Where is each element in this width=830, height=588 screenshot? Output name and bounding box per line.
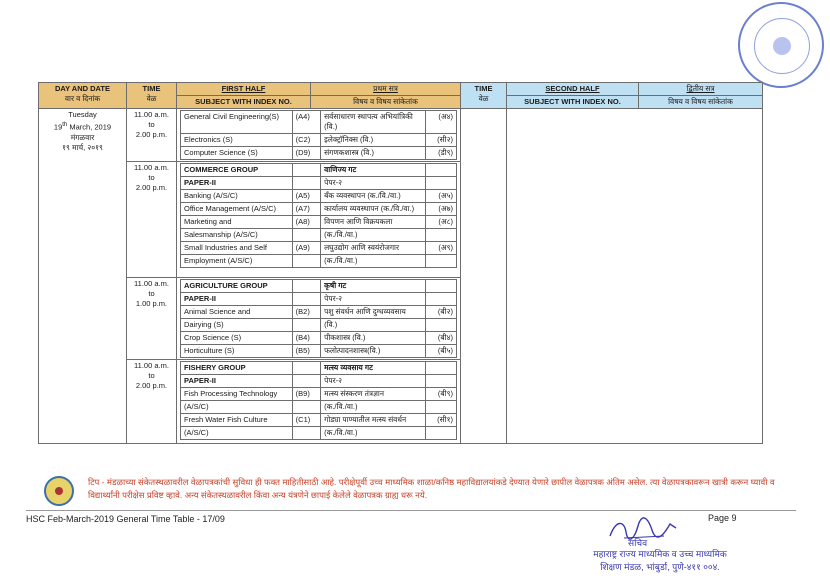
paper-label-mr: पेपर-२ (321, 293, 426, 306)
header-subject-2-mr: विषय व विषय सांकेतांक (639, 96, 763, 109)
header-first-half: FIRST HALF (177, 83, 311, 96)
group-title-mr: मत्स्य व्यवसाय गट (321, 362, 426, 375)
subject-row: Banking (A/S/C) (A5) बँक व्यवस्थापन (क./वि./वा.) (अ५) (181, 190, 457, 203)
paper-label-mr: पेपर-२ (321, 375, 426, 388)
subject-row: Dairying (S) (वि.) (181, 319, 457, 332)
paper-label: PAPER-II (181, 177, 293, 190)
signatory-designation: सचिव (628, 538, 648, 548)
group-title: COMMERCE GROUP (181, 164, 293, 177)
time-cell: 11.00 a.m. to 2.00 p.m. (127, 109, 177, 162)
footer-divider (26, 510, 796, 511)
header-second-half: SECOND HALF (507, 83, 639, 96)
group-title: AGRICULTURE GROUP (181, 280, 293, 293)
subject-cell (177, 109, 461, 162)
time-cell: 11.00 a.m. to 2.00 p.m. (127, 360, 177, 444)
time-cell: 11.00 a.m. to 1.00 p.m. (127, 278, 177, 360)
second-half-subject-cell (507, 109, 763, 444)
group-title-mr: वाणिज्य गट (321, 164, 426, 177)
time-cell: 11.00 a.m. to 2.00 p.m. (127, 162, 177, 278)
subject-row: Crop Science (S) (B4) पीकशास्त्र (वि.) (बी४) (181, 332, 457, 345)
subject-row: Marketing and (A8) विपणन आणि विक्रयकला (अ८) (181, 216, 457, 229)
subject-cell (177, 162, 461, 278)
header-day-date: DAY AND DATE वार व दिनांक (39, 83, 127, 109)
signatory-organization: महाराष्ट्र राज्य माध्यमिक व उच्च माध्यमिक शिक्षण मंडळ, भांबुर्डा, पुणे-४११ ००४. (593, 549, 727, 572)
header-second-half-mr: द्वितीय सत्र (639, 83, 763, 96)
subject-row: General Civil Engineering(S) (A4) सर्वसाधारण स्थापत्य अभियांत्रिकी (वि.) (अ४) (181, 111, 457, 134)
subject-row: Small Industries and Self (A9) लघुउद्योग आणि स्वयंरोजगार (अ९) (181, 242, 457, 255)
timetable (38, 82, 763, 444)
header-subject: SUBJECT WITH INDEX NO. (177, 96, 311, 109)
subject-row: Computer Science (S) (D9) संगणकशास्त्र (वि.) (डी९) (181, 147, 457, 160)
subject-row: Employment (A/S/C) (क./वि./वा.) (181, 255, 457, 268)
header-subject-2: SUBJECT WITH INDEX NO. (507, 96, 639, 109)
day-date-cell: Tuesday 19th March, 2019 मंगळवार १९ मार्च, २०१९ (39, 109, 127, 444)
header-first-half-mr: प्रथम सत्र (311, 83, 461, 96)
subject-row: Electronics (S) (C2) इलेक्ट्रॉनिक्स (वि.) (सी२) (181, 134, 457, 147)
subject-row: Fresh Water Fish Culture (C1) गोड्या पाण्यातील मत्स्य संवर्धन (सी१) (181, 414, 457, 427)
subject-row: Fish Processing Technology (B9) मत्स्य संस्करण तंत्रज्ञान (बी९) (181, 388, 457, 401)
second-half-time-cell (461, 109, 507, 444)
page-number: Page 9 (708, 513, 737, 523)
document-title: HSC Feb-March-2019 General Time Table - 17/09 (26, 514, 225, 524)
paper-label-mr: पेपर-२ (321, 177, 426, 190)
header-time: TIME वेळ (127, 83, 177, 109)
subject-cell (177, 360, 461, 444)
subject-row: Animal Science and (B2) पशु संवर्धन आणि दुग्धव्यवसाय (बी२) (181, 306, 457, 319)
subject-row: (A/S/C) (क./वि./वा.) (181, 401, 457, 414)
board-emblem-icon (44, 476, 74, 506)
subject-cell (177, 278, 461, 360)
group-title: FISHERY GROUP (181, 362, 293, 375)
board-seal-stamp (738, 2, 824, 88)
disclaimer-note: टिप - मंडळाच्या संकेतस्थळावरील वेळापत्रकांची सुविधा ही फक्त माहितीसाठी आहे. परीक्षेपूर्वी उच्च माध्यमिक शाळा/कनिष्ठ महाविद्यालयांकडे देण्यात येणारे छापील वेळापत्रक अंतिम असेल. त्या वेळापत्रकावरून खात्री करून घ्यावी व विद्यार्थ्यांनी परीक्षेस प्रविष्ट व्हावे. अन्य संकेतस्थळावरील किंवा अन्य यंत्रणेने छापाई केलेले वेळापत्रक ग्राह्य धरू नये. (88, 477, 775, 500)
paper-label: PAPER-II (181, 293, 293, 306)
header-subject-mr: विषय व विषय सांकेतांक (311, 96, 461, 109)
subject-row: Office Management (A/S/C) (A7) कार्यालय व्यवस्थापन (क./वि./वा.) (अ७) (181, 203, 457, 216)
paper-label: PAPER-II (181, 375, 293, 388)
subject-row: (A/S/C) (क./वि./वा.) (181, 427, 457, 440)
subject-row: Salesmanship (A/S/C) (क./वि./वा.) (181, 229, 457, 242)
subject-row: Horticulture (S) (B5) फलोत्पादनशास्त्र(वि.) (बी५) (181, 345, 457, 358)
group-title-mr: कृषी गट (321, 280, 426, 293)
header-time-2: TIME वेळ (461, 83, 507, 109)
